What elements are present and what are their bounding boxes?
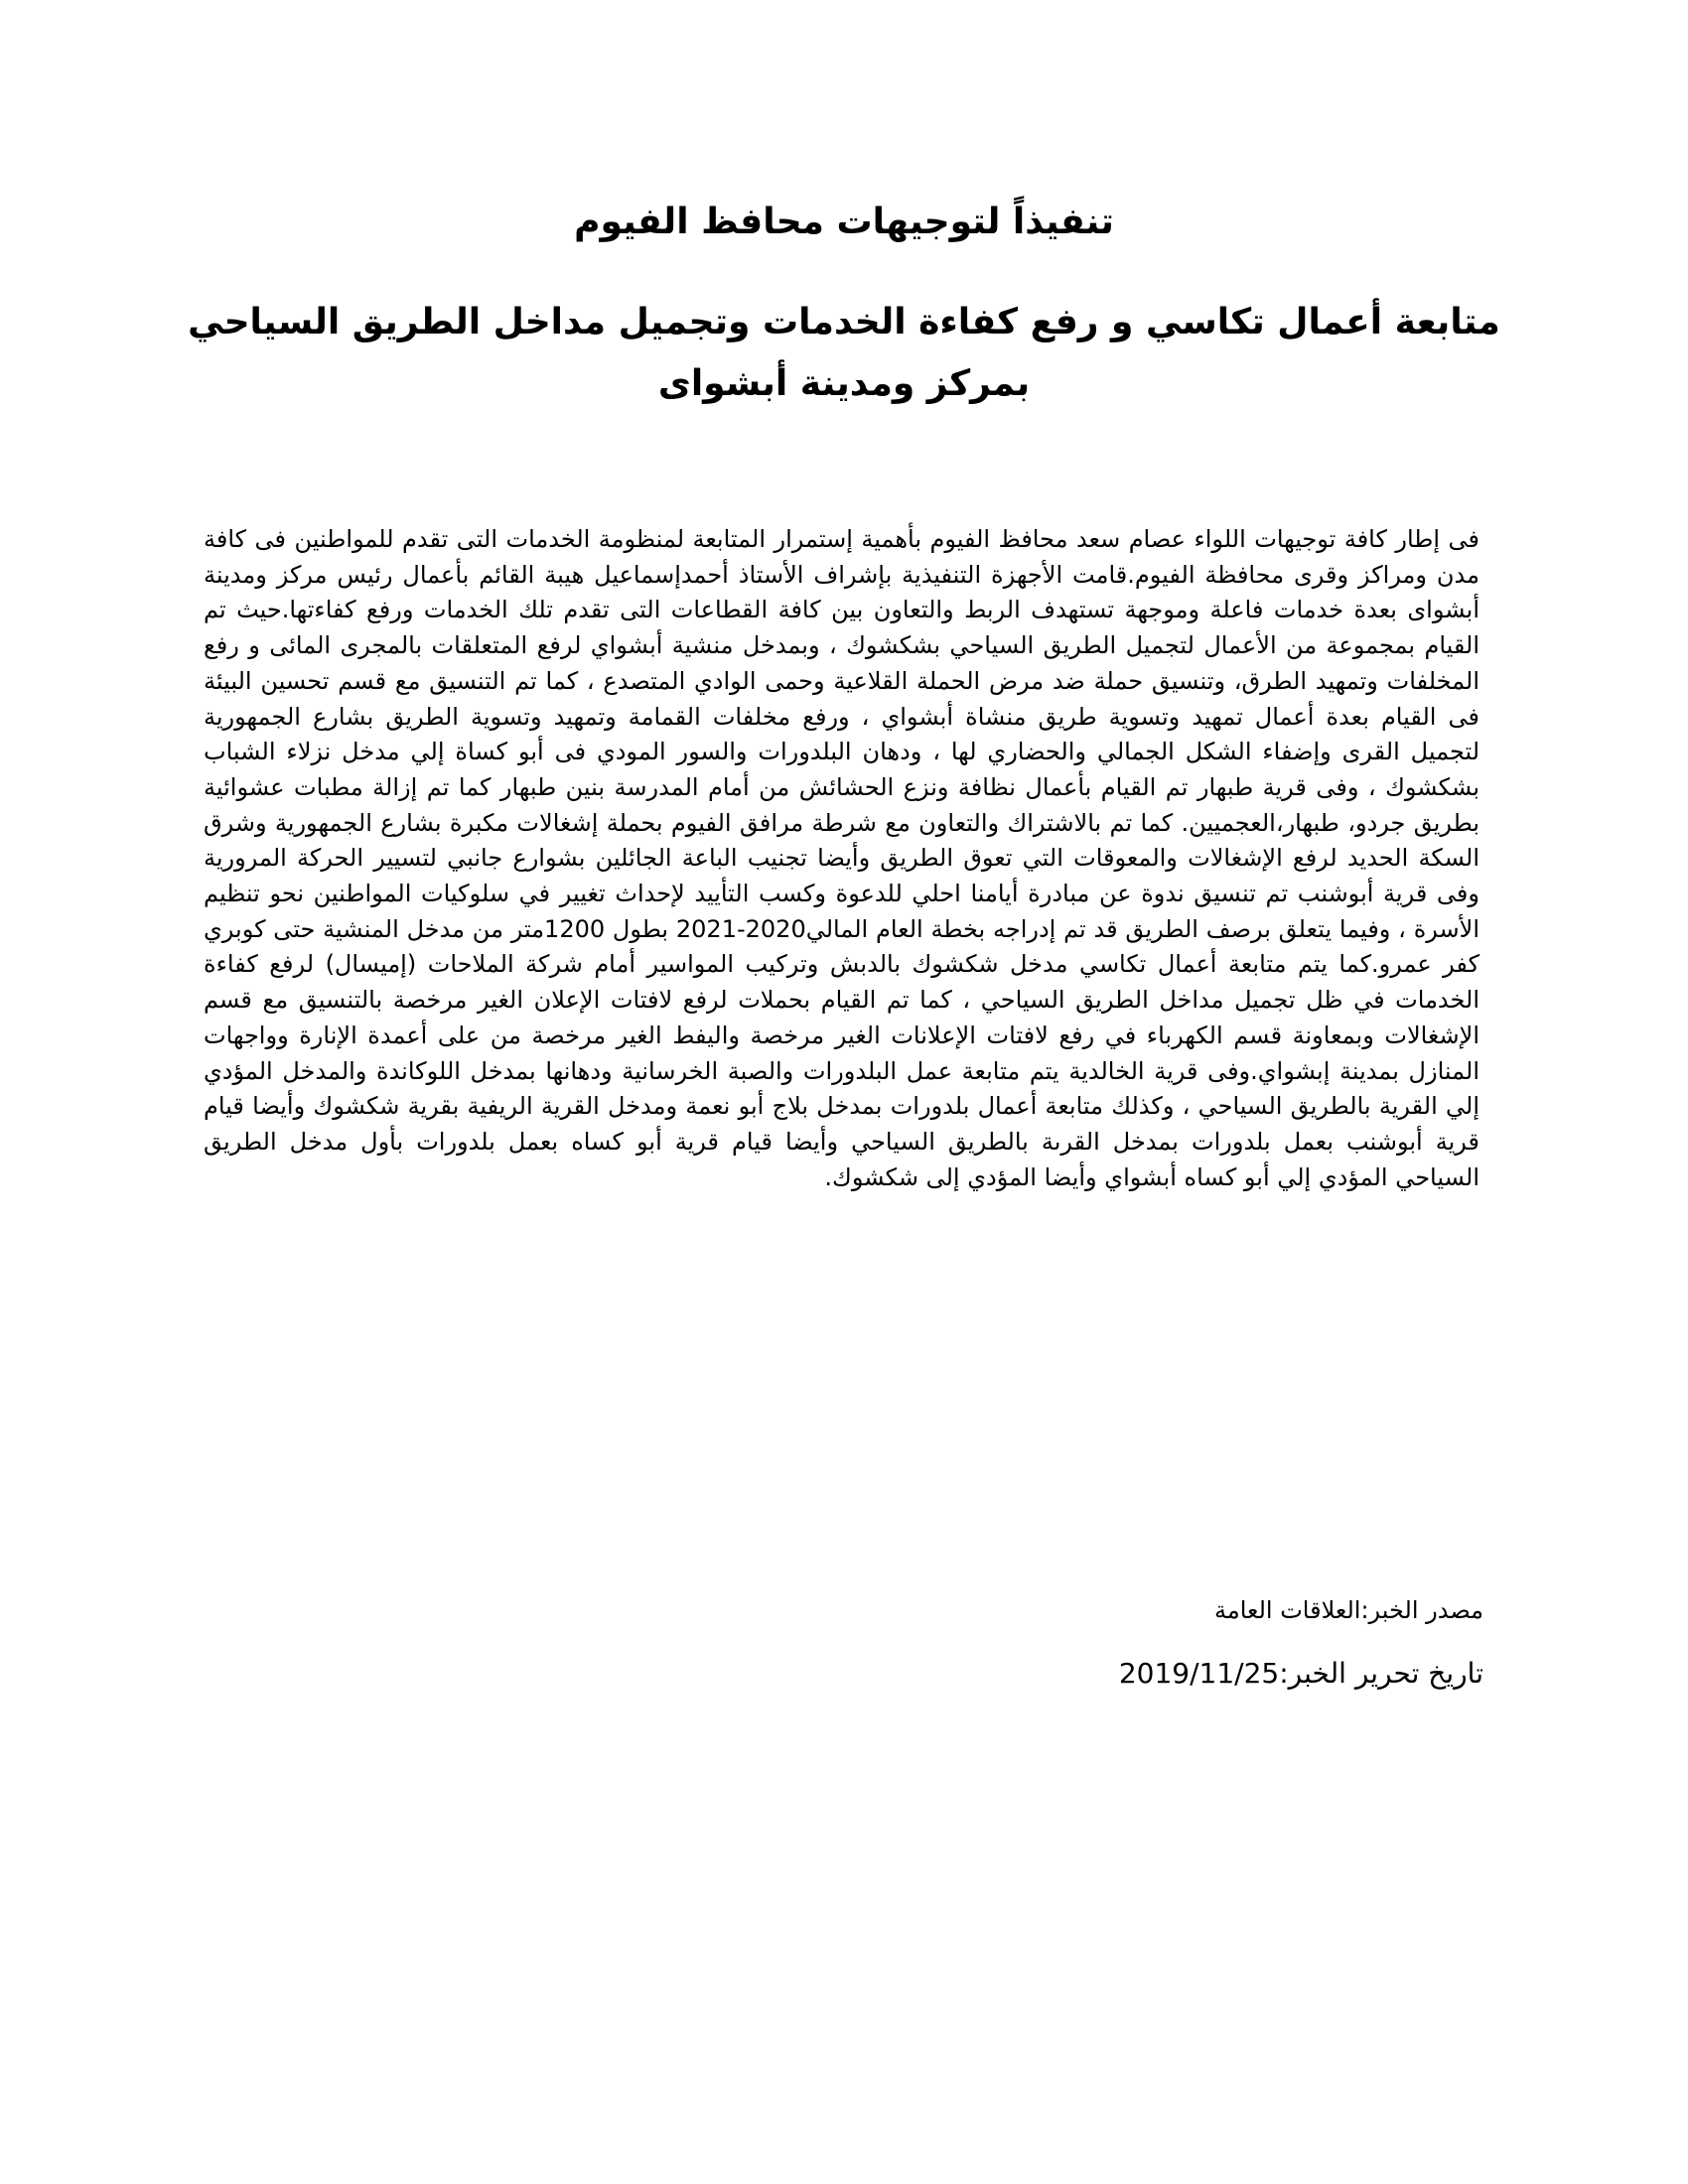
- news-date: تاريخ تحرير الخبر:2019/11/25: [1118, 1657, 1483, 1690]
- document-body: فى إطار كافة توجيهات اللواء عصام سعد محافظ الفيوم بأهمية إستمرار المتابعة لمنظومة الخدمات التى تقدم للمواطنين فى كافة مدن ومراكز وقرى محافظة الفيوم.قامت الأجهزة التنفيذية بإشراف الأستاذ أحمدإسماعيل هيبة القائم بأعمال رئيس مركز ومدينة أبشواى بعدة خدمات فاعلة وموجهة تستهدف الربط والتعاون بين كافة القطاعات التى تقدم تلك الخدمات ورفع كفاءتها.حيث تم القيام بمجموعة من الأعمال لتجميل الطريق السياحي بشكشوك ، وبمدخل منشية أبشواي لرفع المتعلقات بالمجرى المائى و رفع المخلفات وتمهيد الطرق، وتنسيق حملة ضد مرض الحملة القلاعية وحمى الوادي المتصدع ، كما تم التنسيق مع قسم تحسين البيئة فى القيام بعدة أعمال تمهيد وتسوية طريق منشاة أبشواي ، ورفع مخلفات القمامة وتمهيد وتسوية الطريق بشارع الجمهورية لتجميل القرى وإضفاء الشكل الجمالي والحضاري لها ، ودهان البلدورات والسور المودي فى أبو كساة إلي مدخل نزلاء الشباب بشكشوك ، وفى قرية طبهار تم القيام بأعمال نظافة ونزع الحشائش من أمام المدرسة بنين طبهار كما تم إزالة مطبات عشوائية بطريق جردو، طبهار،العجميين. كما تم بالاشتراك والتعاون مع شرطة مرافق الفيوم بحملة إشغالات مكبرة بشارع الجمهورية وشرق السكة الحديد لرفع الإشغالات والمعوقات التي تعوق الطريق وأيضا تجنيب الباعة الجائلين بشوارع جانبي لتسيير الحركة المرورية وفى قرية أبوشنب تم تنسيق ندوة عن مبادرة أيامنا احلي للدعوة وكسب التأييد لإحداث تغيير في سلوكيات المواطنين نحو تنظيم الأسرة ، وفيما يتعلق برصف الطريق قد تم إدراجه بخطة العام المالي2020-2021 بطول 1200متر من مدخل المنشية حتى كوبري كفر عمرو.كما يتم متابعة أعمال تكاسي مدخل شكشوك بالدبش وتركيب المواسير أمام شركة الملاحات (إميسال) لرفع كفاءة الخدمات في ظل تجميل مداخل الطريق السياحي ، كما تم القيام بحملات لرفع لافتات الإعلان الغير مرخصة بالتنسيق مع قسم الإشغالات وبمعاونة قسم الكهرباء في رفع لافتات الإعلانات الغير مرخصة واليفط الغير مرخصة من على أعمدة الإنارة وواجهات المنازل بمدينة إبشواي.وفى قرية الخالدية يتم متابعة عمل البلدورات والصبة الخرسانية ودهانها بمدخل اللوكاندة والمدخل المؤدي إلي القرية بالطريق السياحي ، وكذلك متابعة أعمال بلدورات بمدخل بلاج أبو نعمة ومدخل القرية الريفية بقرية شكشوك وأيضا قيام قرية أبوشنب بعمل بلدورات بمدخل القرىة بالطريق السياحي وأيضا قيام قرية أبو كساه بعمل بلدورات بأول مدخل الطريق السياحي المؤدي إلي أبو كساه أبشواي وأيضا المؤدي إلى شكشوك.: [204, 525, 1479, 1191]
- news-source: مصدر الخبر:العلاقات العامة: [1213, 1596, 1483, 1624]
- document-title: تنفيذاً لتوجيهات محافظ الفيوم: [574, 202, 1114, 242]
- document-subtitle: متابعة أعمال تكاسي و رفع كفاءة الخدمات وتجميل مداخل الطريق السياحي بمركز ومدينة أبشواى: [188, 302, 1500, 404]
